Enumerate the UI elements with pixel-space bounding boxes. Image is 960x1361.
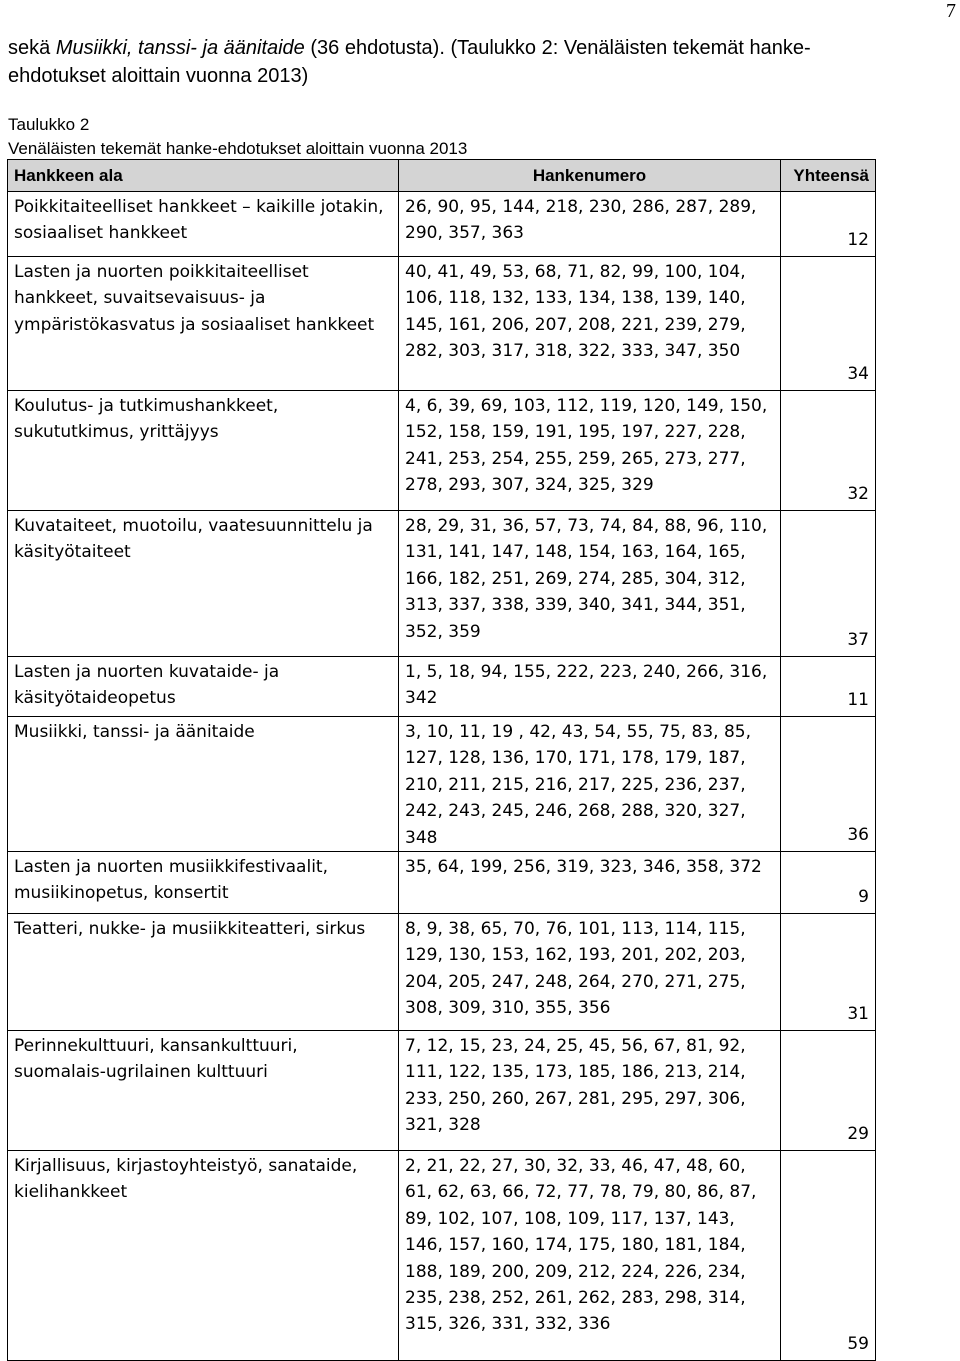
page-number: 7: [946, 0, 956, 22]
table-row: [8, 391, 876, 511]
table-row: [8, 511, 876, 657]
header-row: [8, 160, 876, 192]
cell-total: 32: [781, 391, 876, 511]
cell-numbers: 40, 41, 49, 53, 68, 71, 82, 99, 100, 104, 106, 118, 132, 133, 134, 138, 139, 140, 145, 161, 206, 207, 208, 221, 239, 279, 282, 303, 317, 318, 322, 333, 347, 350: [399, 257, 781, 391]
table-row: [8, 257, 876, 391]
cell-total: 9: [781, 852, 876, 914]
header-numbers: Hankenumero: [399, 160, 781, 192]
cell-total: 59: [781, 1151, 876, 1361]
table-row: [8, 1151, 876, 1361]
cell-field: Kirjallisuus, kirjastoyhteistyö, sanataide, kielihankkeet: [8, 1151, 399, 1361]
table-row: [8, 1031, 876, 1151]
cell-total: 37: [781, 511, 876, 657]
cell-total: 34: [781, 257, 876, 391]
cell-numbers: 7, 12, 15, 23, 24, 25, 45, 56, 67, 81, 92, 111, 122, 135, 173, 185, 186, 213, 214, 233, 250, 260, 267, 281, 295, 297, 306, 321, 328: [399, 1031, 781, 1151]
table-caption-label: Taulukko 2: [8, 115, 90, 134]
cell-numbers: 3, 10, 11, 19 , 42, 43, 54, 55, 75, 83, 85, 127, 128, 136, 170, 171, 178, 179, 187, 210, 211, 215, 216, 217, 225, 236, 237, 242, 243, 245, 246, 268, 288, 320, 327, 348: [399, 717, 781, 852]
cell-numbers: 1, 5, 18, 94, 155, 222, 223, 240, 266, 316, 342: [399, 657, 781, 717]
cell-numbers: 8, 9, 38, 65, 70, 76, 101, 113, 114, 115, 129, 130, 153, 162, 193, 201, 202, 203, 204, 205, 247, 248, 264, 270, 271, 275, 308, 309, 310, 355, 356: [399, 914, 781, 1031]
intro-italic-title: Musiikki, tanssi- ja äänitaide: [55, 37, 305, 59]
cell-field: Musiikki, tanssi- ja äänitaide: [8, 717, 399, 852]
cell-field: Perinnekulttuuri, kansankulttuuri, suomalais-ugrilainen kulttuuri: [8, 1031, 399, 1151]
cell-total: 36: [781, 717, 876, 852]
header-field: Hankkeen ala: [8, 160, 399, 192]
cell-numbers: 26, 90, 95, 144, 218, 230, 286, 287, 289, 290, 357, 363: [399, 192, 781, 257]
cell-field: Kuvataiteet, muotoilu, vaatesuunnittelu ja käsityötaiteet: [8, 511, 399, 657]
cell-field: Lasten ja nuorten musiikkifestivaalit, musiikinopetus, konsertit: [8, 852, 399, 914]
cell-field: Teatteri, nukke- ja musiikkiteatteri, sirkus: [8, 914, 399, 1031]
cell-total: 29: [781, 1031, 876, 1151]
table-row: [8, 657, 876, 717]
table-header: [8, 160, 876, 192]
table-row: [8, 192, 876, 257]
table-row: [8, 852, 876, 914]
header-total: Yhteensä: [781, 160, 876, 192]
intro-text-after: (36 ehdotusta). (Taulukko 2: Venäläisten tekemät hanke-ehdotukset aloittain vuonna 2013): [8, 37, 811, 87]
cell-numbers: 4, 6, 39, 69, 103, 112, 119, 120, 149, 150, 152, 158, 159, 191, 195, 197, 227, 228, 241, 253, 254, 255, 259, 265, 273, 277, 278, 293, 307, 324, 325, 329: [399, 391, 781, 511]
table-row: [8, 717, 876, 852]
table-caption: [8, 113, 467, 161]
intro-paragraph: [8, 34, 908, 90]
intro-text-before: sekä: [8, 37, 56, 59]
cell-field: Lasten ja nuorten kuvataide- ja käsityötaideopetus: [8, 657, 399, 717]
cell-total: 12: [781, 192, 876, 257]
cell-field: Lasten ja nuorten poikkitaiteelliset hankkeet, suvaitsevaisuus- ja ympäristökasvatus ja sosiaaliset hankkeet: [8, 257, 399, 391]
cell-numbers: 28, 29, 31, 36, 57, 73, 74, 84, 88, 96, 110, 131, 141, 147, 148, 154, 163, 164, 165, 166, 182, 251, 269, 274, 285, 304, 312, 313, 337, 338, 339, 340, 341, 344, 351, 352, 359: [399, 511, 781, 657]
cell-field: Poikkitaiteelliset hankkeet – kaikille jotakin, sosiaaliset hankkeet: [8, 192, 399, 257]
cell-field: Koulutus- ja tutkimushankkeet, sukututkimus, yrittäjyys: [8, 391, 399, 511]
cell-numbers: 2, 21, 22, 27, 30, 32, 33, 46, 47, 48, 60, 61, 62, 63, 66, 72, 77, 78, 79, 80, 86, 87, 89, 102, 107, 108, 109, 117, 137, 143, 146, 157, 160, 174, 175, 180, 181, 184, 188, 189, 200, 209, 212, 224, 226, 234, 235, 238, 252, 261, 262, 283, 298, 314, 315, 326, 331, 332, 336: [399, 1151, 781, 1361]
cell-total: 11: [781, 657, 876, 717]
table-body: [8, 192, 876, 1361]
cell-numbers: 35, 64, 199, 256, 319, 323, 346, 358, 372: [399, 852, 781, 914]
table-row: [8, 914, 876, 1031]
cell-total: 31: [781, 914, 876, 1031]
proposals-table: [7, 159, 876, 1361]
table-caption-title: Venäläisten tekemät hanke-ehdotukset aloittain vuonna 2013: [8, 139, 468, 158]
